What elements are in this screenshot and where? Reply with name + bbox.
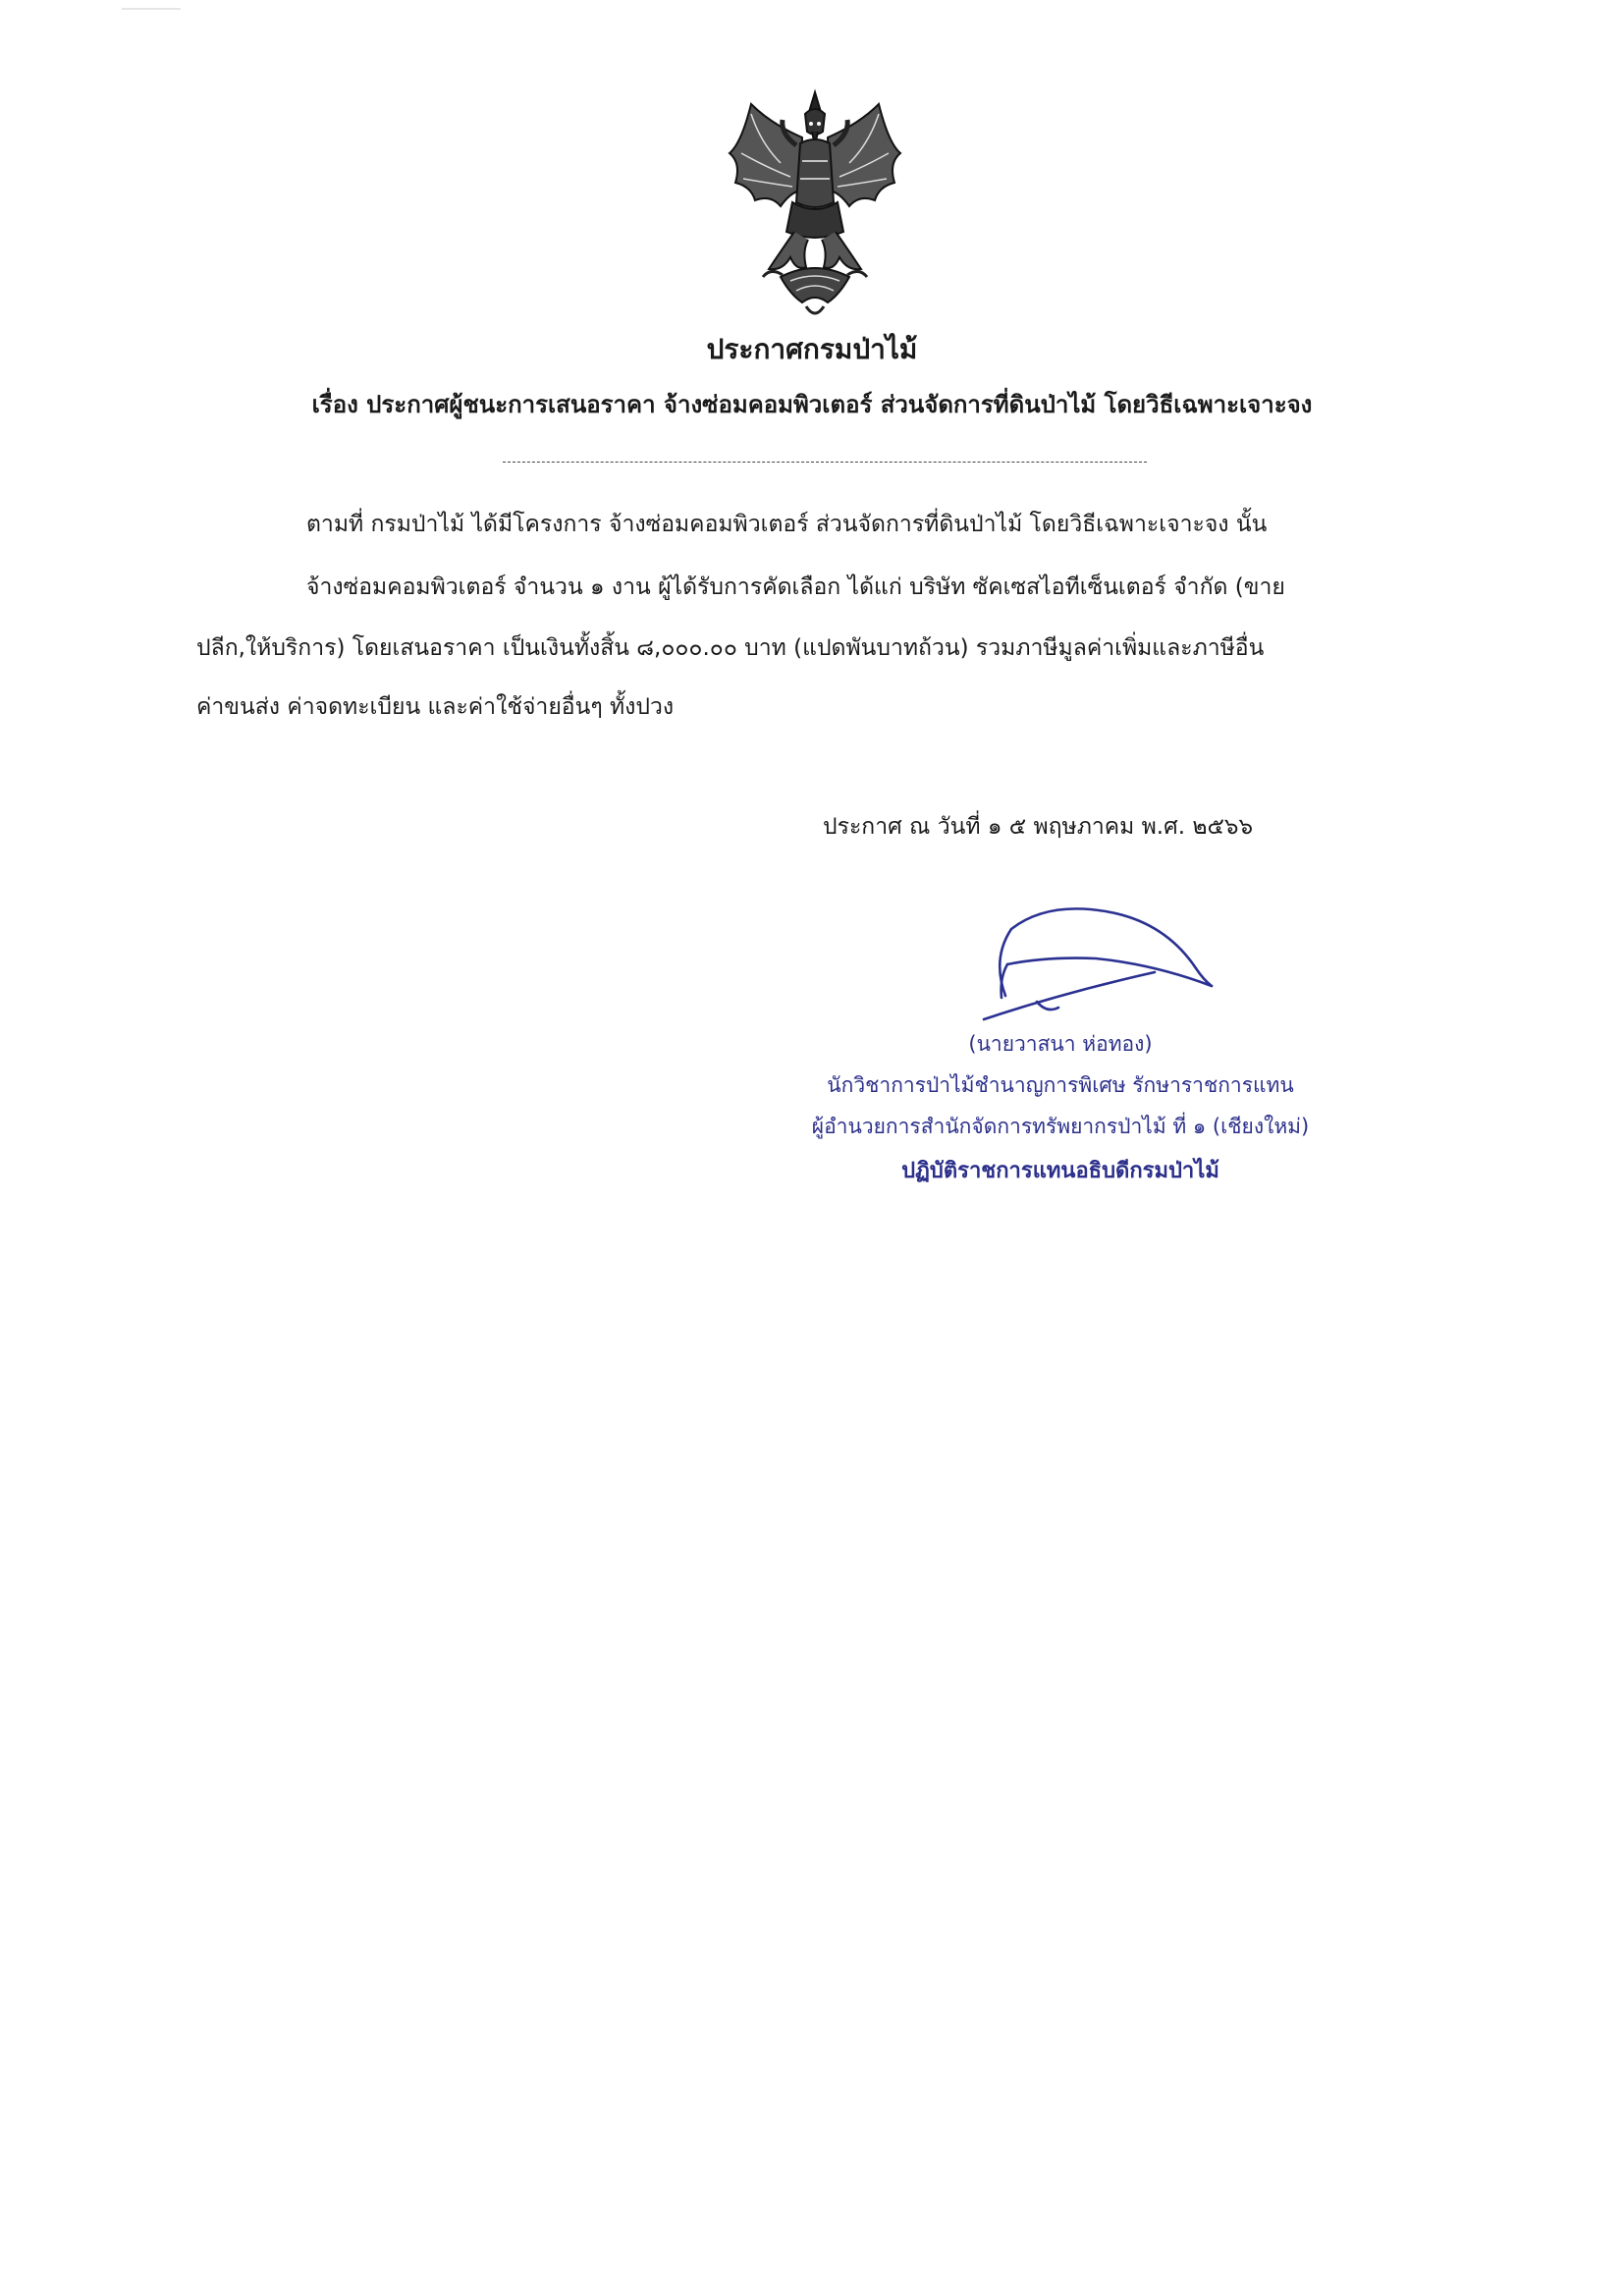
handwritten-signature (978, 900, 1221, 1029)
garuda-emblem-icon (712, 84, 918, 330)
announcement-subject: เรื่อง ประกาศผู้ชนะการเสนอราคา จ้างซ่อมคอมพิวเตอร์ ส่วนจัดการที่ดินป่าไม้ โดยวิธีเฉพาะเจาะจง (311, 391, 1313, 418)
body-line: ค่าขนส่ง ค่าจดทะเบียน และค่าใช้จ่ายอื่นๆ ทั้งปวง (196, 694, 675, 720)
body-line: จ้างซ่อมคอมพิวเตอร์ จำนวน ๑ งาน ผู้ได้รับการคัดเลือก ได้แก่ บริษัท ซัคเซสไอทีเซ็นเตอร์ จำกัด (ขาย (306, 574, 1285, 600)
scan-mark (122, 8, 181, 10)
signatory-position: นักวิชาการป่าไม้ชำนาญการพิเศษ รักษาราชการแทน (827, 1073, 1294, 1097)
body-line: ตามที่ กรมป่าไม้ ได้มีโครงการ จ้างซ่อมคอมพิวเตอร์ ส่วนจัดการที่ดินป่าไม้ โดยวิธีเฉพาะเจาะจง นั้น (306, 512, 1268, 537)
body-line: ปลีก,ให้บริการ) โดยเสนอราคา เป็นเงินทั้งสิ้น ๘,๐๐๐.๐๐ บาท (แปดพันบาทถ้วน) รวมภาษีมูลค่าเพิ่มและภาษีอื่น (196, 635, 1265, 661)
signatory-acting: ปฏิบัติราชการแทนอธิบดีกรมป่าไม้ (901, 1159, 1219, 1183)
announcement-date: ประกาศ ณ วันที่ ๑ ๕ พฤษภาคม พ.ศ. ๒๕๖๖ (823, 814, 1254, 840)
signatory-name: (นายวาสนา ห่อทอง) (968, 1032, 1153, 1056)
announcement-title: ประกาศกรมป่าไม้ (706, 333, 918, 365)
signatory-office: ผู้อำนวยการสำนักจัดการทรัพยากรป่าไม้ ที่ ๑ (เชียงใหม่) (811, 1115, 1310, 1138)
divider-line (503, 462, 1147, 463)
